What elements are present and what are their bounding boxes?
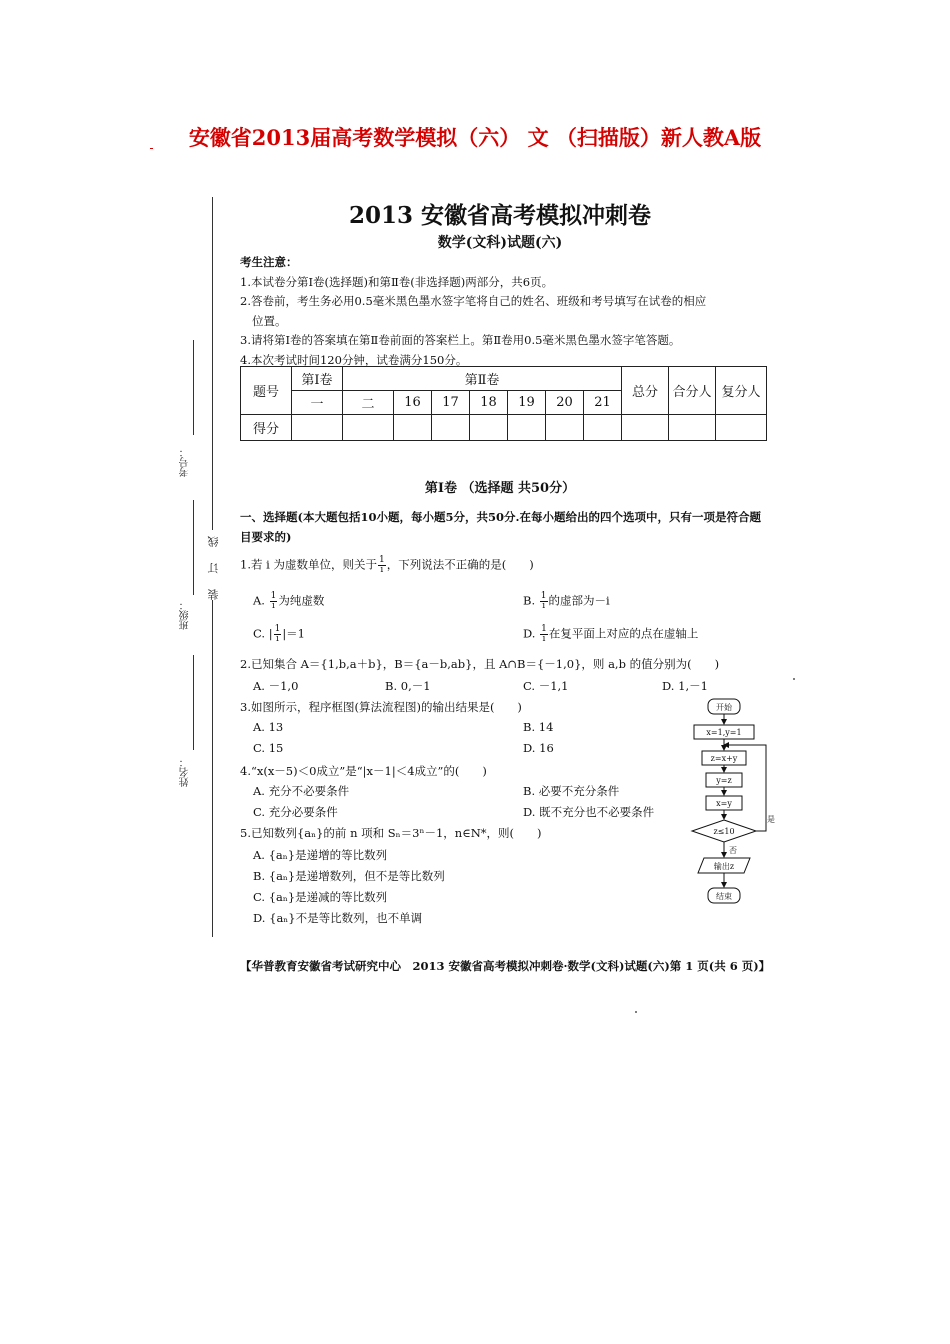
q4-option-c: C. 充分必要条件 xyxy=(253,805,338,819)
q3-option-d: D. 16 xyxy=(523,741,554,755)
col-header: 18 xyxy=(470,391,508,415)
q3-option-c: C. 15 xyxy=(253,741,284,755)
score-blank[interactable] xyxy=(432,415,470,441)
score-blank[interactable] xyxy=(716,415,767,441)
notice-item: 3.请将第Ⅰ卷的答案填在第Ⅱ卷前面的答案栏上。第Ⅱ卷用0.5毫米黑色墨水签字笔答题。 xyxy=(240,333,681,347)
flow-start-text: 开始 xyxy=(716,703,732,712)
defen-cell: 得分 xyxy=(241,415,292,441)
flow-init-text: x=1,y=1 xyxy=(706,728,742,737)
score-blank[interactable] xyxy=(584,415,622,441)
notice-item: 1.本试卷分第Ⅰ卷(选择题)和第Ⅱ卷(非选择题)两部分，共6页。 xyxy=(240,274,554,289)
q1-stem-a: 1.若 i 为虚数单位，则关于 xyxy=(240,557,377,572)
q1-option-a: A. $\frac{1}{i}$ 为纯虚数 xyxy=(253,591,325,611)
score-blank[interactable] xyxy=(394,415,432,441)
q1-option-c: C. | $\frac{1}{i}$ |＝1 xyxy=(253,624,306,644)
score-blank[interactable] xyxy=(546,415,584,441)
question-5: 5.已知数列{aₙ}的前 n 项和 Sₙ＝3ⁿ－1，n∈N*，则( ) xyxy=(240,826,542,840)
flow-step3-text: x=y xyxy=(716,799,732,808)
flowchart xyxy=(686,695,776,910)
col-header: 19 xyxy=(508,391,546,415)
q5-option-a: A. {aₙ}是递增的等比数列 xyxy=(253,848,388,862)
col-header: 17 xyxy=(432,391,470,415)
score-blank[interactable] xyxy=(508,415,546,441)
flow-output-text: 输出z xyxy=(713,862,735,871)
flow-yes-label: 是 xyxy=(767,815,775,824)
q1-option-b: B. $\frac{1}{i}$ 的虚部为－i xyxy=(523,591,610,611)
scan-speck xyxy=(793,678,795,680)
flow-end-text: 结束 xyxy=(716,892,732,901)
notice-title: 考生注意： xyxy=(240,255,298,269)
q3-option-b: B. 14 xyxy=(523,720,554,734)
zongfen-cell: 总分 xyxy=(622,367,669,415)
score-table xyxy=(240,366,767,441)
fraction-1-over-i: $\frac{1}{i}$ xyxy=(378,555,385,575)
q5-option-d: D. {aₙ}不是等比数列，也不单调 xyxy=(253,911,423,925)
q5-option-c: C. {aₙ}是递减的等比数列 xyxy=(253,890,388,904)
notice-item: 位置。 xyxy=(252,313,287,328)
page-footer: 【华普教育安徽省考试研究中心 2013 安徽省高考模拟冲刺卷·数学(文科)试题(六)第 1 页(共 6 页)】 xyxy=(240,959,771,973)
binding-line-label: 装 订 线 xyxy=(207,530,220,600)
xingming-label: 姓名： xyxy=(180,757,191,787)
q1-stem-b: ，下列说法不正确的是( ) xyxy=(386,557,534,572)
hefenren-cell: 合分人 xyxy=(669,367,716,415)
q4-option-a: A. 充分不必要条件 xyxy=(253,784,350,798)
q4-option-d: D. 既不充分也不必要条件 xyxy=(523,805,655,819)
fufenren-cell: 复分人 xyxy=(716,367,767,415)
col-header: 二 xyxy=(343,391,394,415)
notice-item: 4.本次考试时间120分钟，试卷满分150分。 xyxy=(240,352,468,367)
juan1-cell: 第Ⅰ卷 xyxy=(292,367,343,391)
exam-title: 2013 安徽省高考模拟冲刺卷 xyxy=(348,202,652,229)
col-header: 一 xyxy=(292,391,343,415)
score-blank[interactable] xyxy=(622,415,669,441)
q1-option-d: D. $\frac{1}{i}$ 在复平面上对应的点在虚轴上 xyxy=(523,624,699,644)
juan2-cell: 第Ⅱ卷 xyxy=(343,367,622,391)
col-header: 20 xyxy=(546,391,584,415)
q2-option-d: D. 1,－1 xyxy=(662,679,708,693)
banji-label: 班级： xyxy=(180,600,191,630)
notice xyxy=(240,253,780,370)
flow-step1-text: z=x+y xyxy=(710,754,738,763)
section-instruction: 一、选择题(本大题包括10小题，每小题5分，共50分.在每小题给出的四个选项中，只有一项是符合题目要求的) xyxy=(240,510,761,544)
score-blank[interactable] xyxy=(343,415,394,441)
section-heading: 第Ⅰ卷 （选择题 共50分） xyxy=(424,481,576,496)
exam-subtitle: 数学(文科)试题(六) xyxy=(437,235,563,251)
question-3: 3.如图所示，程序框图(算法流程图)的输出结果是( ) xyxy=(240,700,522,714)
flow-step2-text: y=z xyxy=(716,776,732,785)
score-blank[interactable] xyxy=(470,415,508,441)
q4-option-b: B. 必要不充分条件 xyxy=(523,784,620,798)
tihao-cell: 题号 xyxy=(241,367,292,415)
scan-speck xyxy=(635,1011,637,1013)
kaohao-label: 考号： xyxy=(180,447,191,477)
col-header: 16 xyxy=(394,391,432,415)
q2-option-b: B. 0,－1 xyxy=(385,679,431,693)
q2-option-c: C. －1,1 xyxy=(523,679,569,693)
col-header: 21 xyxy=(584,391,622,415)
question-2: 2.已知集合 A＝{1,b,a＋b}，B＝{a－b,ab}，且 A∩B＝{－1,0}，则 a,b 的值分别为( ) xyxy=(240,657,720,671)
banji-underline xyxy=(193,500,194,595)
flow-no-label: 否 xyxy=(729,846,737,855)
q3-option-a: A. 13 xyxy=(253,720,284,734)
xingming-underline xyxy=(193,655,194,750)
q2-option-a: A. －1,0 xyxy=(253,679,299,693)
kaohao-underline xyxy=(193,340,194,435)
document-heading: 安徽省2013届高考数学模拟（六） 文 （扫描版）新人教A版 xyxy=(188,125,762,150)
score-blank[interactable] xyxy=(669,415,716,441)
question-1 xyxy=(240,556,534,575)
question-4: 4.“x(x－5)＜0成立”是“|x－1|＜4成立”的( ) xyxy=(240,764,487,778)
red-mark xyxy=(150,148,153,149)
score-blank[interactable] xyxy=(292,415,343,441)
flow-cond-text: z≤10 xyxy=(713,827,735,836)
notice-item: 2.答卷前，考生务必用0.5毫米黑色墨水签字笔将自己的姓名、班级和考号填写在试卷的相应 xyxy=(240,294,707,308)
q5-option-b: B. {aₙ}是递增数列，但不是等比数列 xyxy=(253,869,445,883)
